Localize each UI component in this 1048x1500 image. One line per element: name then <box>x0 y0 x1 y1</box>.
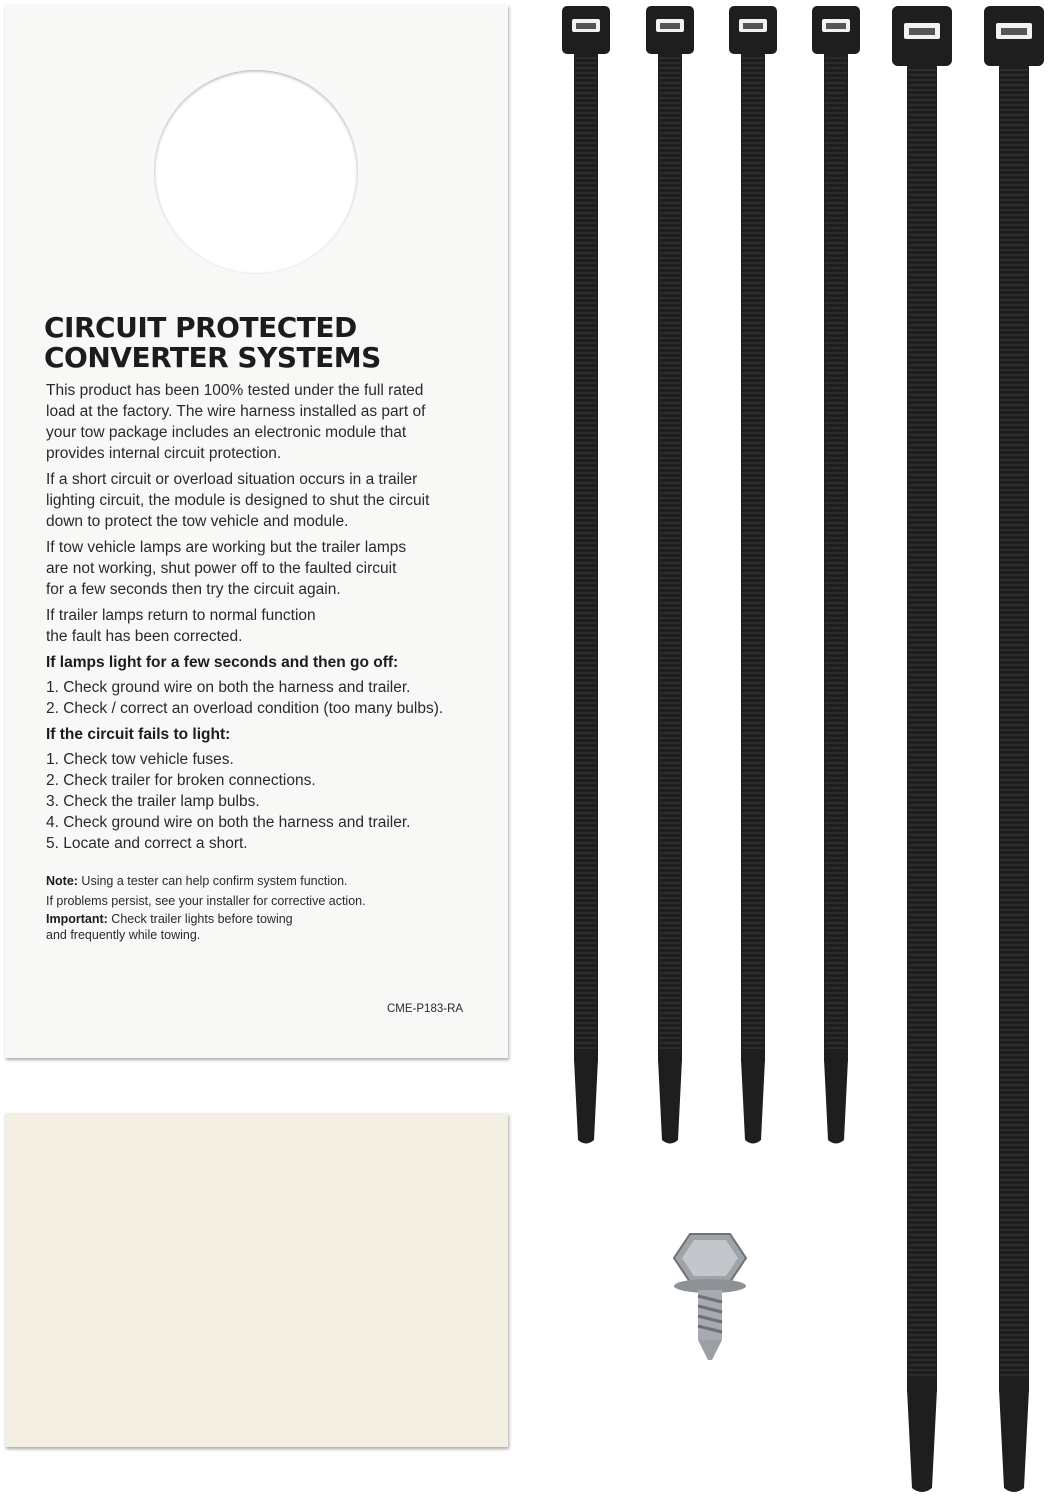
intro-line: This product has been 100% tested under the full rated <box>46 382 424 399</box>
tag-title <box>44 313 484 373</box>
intro-line: load at the factory. The wire harness installed as part of <box>46 403 426 420</box>
intro-paragraph <box>46 380 486 464</box>
adhesive-pad <box>5 1113 508 1447</box>
fails-step: 5. Locate and correct a short. <box>46 835 248 852</box>
cable-tie-long-2 <box>982 4 1048 1498</box>
lamps-not-working-line: for a few seconds then try the circuit again. <box>46 581 341 598</box>
fails-heading: If the circuit fails to light: <box>46 726 231 743</box>
lamps-return-line: the fault has been corrected. <box>46 628 243 645</box>
cable-tie-short-2 <box>644 4 698 1150</box>
note-text: Using a tester can help confirm system function. <box>77 874 348 888</box>
tag-title-line-2: CONVERTER SYSTEMS <box>44 341 381 374</box>
lamps-not-working-line: If tow vehicle lamps are working but the trailer lamps <box>46 539 407 556</box>
note-label: Note: <box>46 874 78 888</box>
lamps-not-working-line: are not working, shut power off to the faulted circuit <box>46 560 397 577</box>
tag-title-line-1: CIRCUIT PROTECTED <box>44 311 357 344</box>
important-label: Important: <box>46 912 108 926</box>
go-off-steps <box>46 677 486 719</box>
part-code: CME-P183-RA <box>387 1003 464 1015</box>
cable-tie-short-4 <box>810 4 864 1150</box>
instruction-hang-tag <box>5 5 508 1058</box>
fails-steps <box>46 749 486 854</box>
intro-line: your tow package includes an electronic module that <box>46 424 407 441</box>
lamps-not-working-paragraph <box>46 537 486 600</box>
self-tapping-screw <box>668 1228 752 1364</box>
important-line <box>46 911 486 927</box>
important-line-2: and frequently while towing. <box>46 928 201 942</box>
fails-step: 2. Check trailer for broken connections. <box>46 772 316 789</box>
cable-tie-short-3 <box>727 4 781 1150</box>
tag-body <box>46 380 486 859</box>
go-off-step: 1. Check ground wire on both the harness and trailer. <box>46 679 411 696</box>
important-text: Check trailer lights before towing <box>107 912 293 926</box>
hang-hole <box>154 70 358 274</box>
fine-print <box>46 871 486 943</box>
cable-tie-short-1 <box>560 4 614 1150</box>
persist-line: If problems persist, see your installer for corrective action. <box>46 894 366 908</box>
intro-line: provides internal circuit protection. <box>46 445 282 462</box>
lamps-return-paragraph <box>46 605 486 647</box>
short-circuit-line: down to protect the tow vehicle and module. <box>46 513 349 530</box>
fails-step: 1. Check tow vehicle fuses. <box>46 751 234 768</box>
fails-step: 4. Check ground wire on both the harness and trailer. <box>46 814 411 831</box>
short-circuit-paragraph <box>46 469 486 532</box>
go-off-heading: If lamps light for a few seconds and then go off: <box>46 654 399 671</box>
fails-step: 3. Check the trailer lamp bulbs. <box>46 793 260 810</box>
short-circuit-line: lighting circuit, the module is designed to shut the circuit <box>46 492 430 509</box>
cable-tie-long-1 <box>890 4 956 1498</box>
short-circuit-line: If a short circuit or overload situation occurs in a trailer <box>46 471 418 488</box>
go-off-step: 2. Check / correct an overload condition (too many bulbs). <box>46 700 444 717</box>
note-line <box>46 871 486 891</box>
lamps-return-line: If trailer lamps return to normal function <box>46 607 316 624</box>
